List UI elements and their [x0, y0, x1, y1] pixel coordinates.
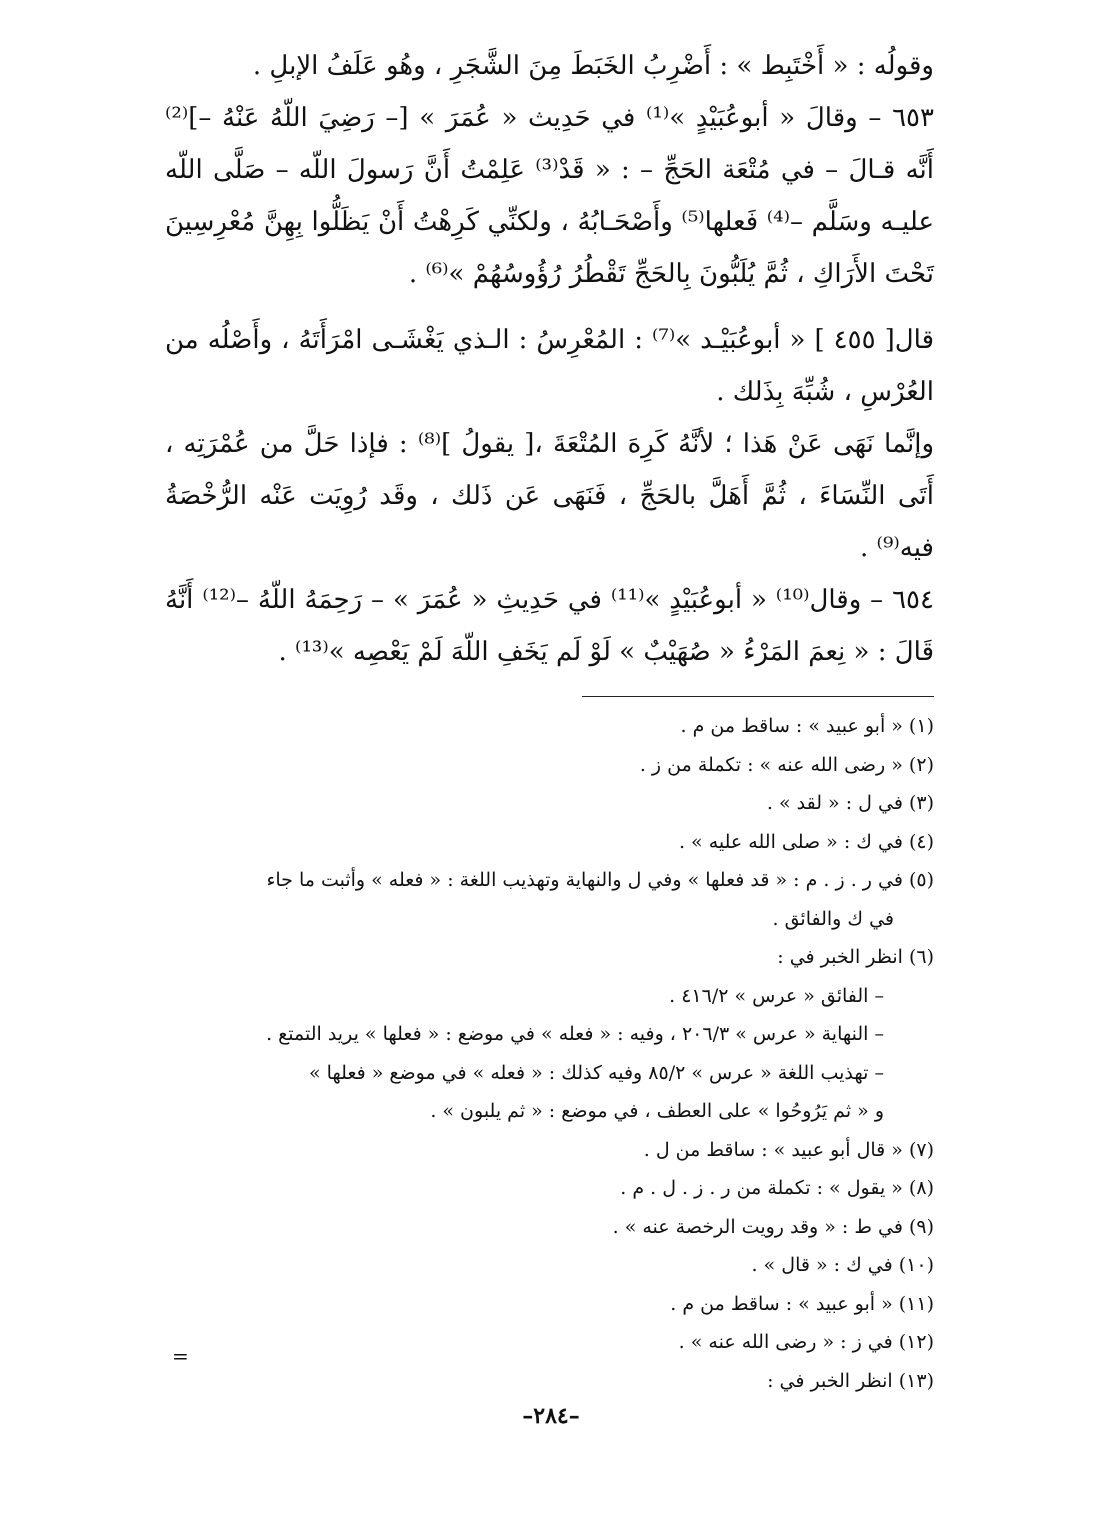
- paragraph-hadith-653: ٦٥٣ – وقالَ « أبوعُبَيْدٍ »⁽¹⁾ في حَدِيث « عُمَرَ » [– رَضِيَ اللّهُ عَنْهُ –]⁽²⁾ أَنَّه قـالَ – في مُتْعَة الحَجِّ – : « قَدْ⁽³⁾ عَلِمْتُ أَنَّ رَسولَ اللّه – صَلَّى اللّه عليـه وسَلَّم –⁽⁴⁾ فَعلها⁽⁵⁾ وأَصْحَـابُهُ ، ولكنِّي كَرِهْتُ أَنْ يَظَلُّوا بِهِنَّ مُعْرِسِينَ تَحْتَ الأَرَاكِ ، ثُمَّ يُلَبُّونَ بِالحَجِّ تَقْطُرُ رُؤُوسُهُمْ »⁽⁶⁾ .: [165, 103, 934, 289]
- main-text: [165, 40, 934, 678]
- continuation-mark: =: [172, 1344, 189, 1368]
- footnote-9: (٩) في ط : « وقد رويت الرخصة عنه » .: [612, 1215, 934, 1238]
- page-body: [165, 40, 934, 1400]
- footnotes-list: [165, 707, 934, 1400]
- footnote-10: (١٠) في ك : « قال » .: [751, 1254, 934, 1276]
- paragraph-gloss: وقولُه : « أَخْتَبِط » : أَضْرِبُ الخَبَطَ مِنَ الشَّجَرِ ، وهُو عَلَفُ الإبلِ .: [252, 51, 934, 81]
- footnote-12: (١٢) في ز : « رضى الله عنه » .: [678, 1331, 934, 1353]
- footnote-5-continued: في ك والفائق .: [772, 907, 894, 930]
- footnote-8: (٨) « يقول » : تكملة من ر . ز . ل . م .: [620, 1177, 934, 1199]
- footnote-divider: [582, 696, 934, 697]
- footnote-6-source-faiq: – الفائق « عرس » ٤١٦/٢ .: [669, 984, 884, 1007]
- footnote-2: (٢) « رضى الله عنه » : تكملة من ز .: [639, 753, 934, 776]
- footnote-4: (٤) في ك : « صلى الله عليه » .: [678, 830, 934, 853]
- footnote-6: (٦) انظر الخبر في :: [777, 946, 934, 968]
- paragraph-commentary-mu'ris: قال[ ٤٥٥ ] « أبوعُبَيْـد »⁽⁷⁾ : المُعْرِسُ : الـذي يَغْشَـى امْرَأَتَهُ ، وأَصْلُه من العُرْسِ ، شُبِّهَ بِذَلك .: [165, 325, 934, 407]
- paragraph-commentary-mut'a: وإنَّما نَهَى عَنْ هَذا ؛ لأنَّهُ كَرِهَ المُتْعَةَ ،[ يقولُ ]⁽⁸⁾ : فإذا حَلَّ من عُمْرَتِه ، أَتَى النِّسَاءَ ، ثُمَّ أَهَلَّ بالحَجِّ ، فَنَهَى عَن ذَلك ، وقَد رُوِيَت عَنْه الرُّخْصَةُ فيه⁽⁹⁾ .: [165, 429, 934, 563]
- footnote-6-source-tahdhib: – تهذيب اللغة « عرس » ٨٥/٢ وفيه كذلك : « فعله » في موضع « فعلها »: [308, 1061, 884, 1084]
- footnote-6-source-tahdhib-continued: و « ثم يَرُوحُوا » على العطف ، في موضع : « ثم يلبون » .: [430, 1100, 884, 1122]
- footnote-3: (٣) في ل : « لقد » .: [766, 792, 934, 814]
- footnote-7: (٧) « قال أبو عبيد » : ساقط من ل .: [643, 1138, 934, 1161]
- footnote-5: (٥) في ر . ز . م : « قد فعلها » وفي ل والنهاية وتهذيب اللغة : « فعله » وأثبت ما جاء: [266, 869, 934, 891]
- paragraph-hadith-654: ٦٥٤ – وقال⁽¹⁰⁾ « أبوعُبَيْدٍ »⁽¹¹⁾ في حَدِيثِ « عُمَرَ » – رَحِمَهُ اللّهُ –⁽¹²⁾ أَنَّهُ قَالَ : « نِعمَ المَرْءُ « صُهَيْبٌ » لَوْ لَم يَخَفِ اللّهَ لَمْ يَعْصِه »⁽¹³⁾ .: [165, 585, 934, 667]
- footnote-11: (١١) « أبو عبيد » : ساقط من م .: [670, 1292, 934, 1315]
- footnote-13: (١٣) انظر الخبر في :: [767, 1369, 934, 1392]
- page-number: –٢٨٤–: [522, 1403, 580, 1429]
- footnote-1: (١) « أبو عبيد » : ساقط من م .: [680, 715, 934, 737]
- footnote-6-source-nihaya: – النهاية « عرس » ٢٠٦/٣ ، وفيه : « فعله » في موضع : « فعلها » يريد التمتع .: [266, 1023, 884, 1045]
